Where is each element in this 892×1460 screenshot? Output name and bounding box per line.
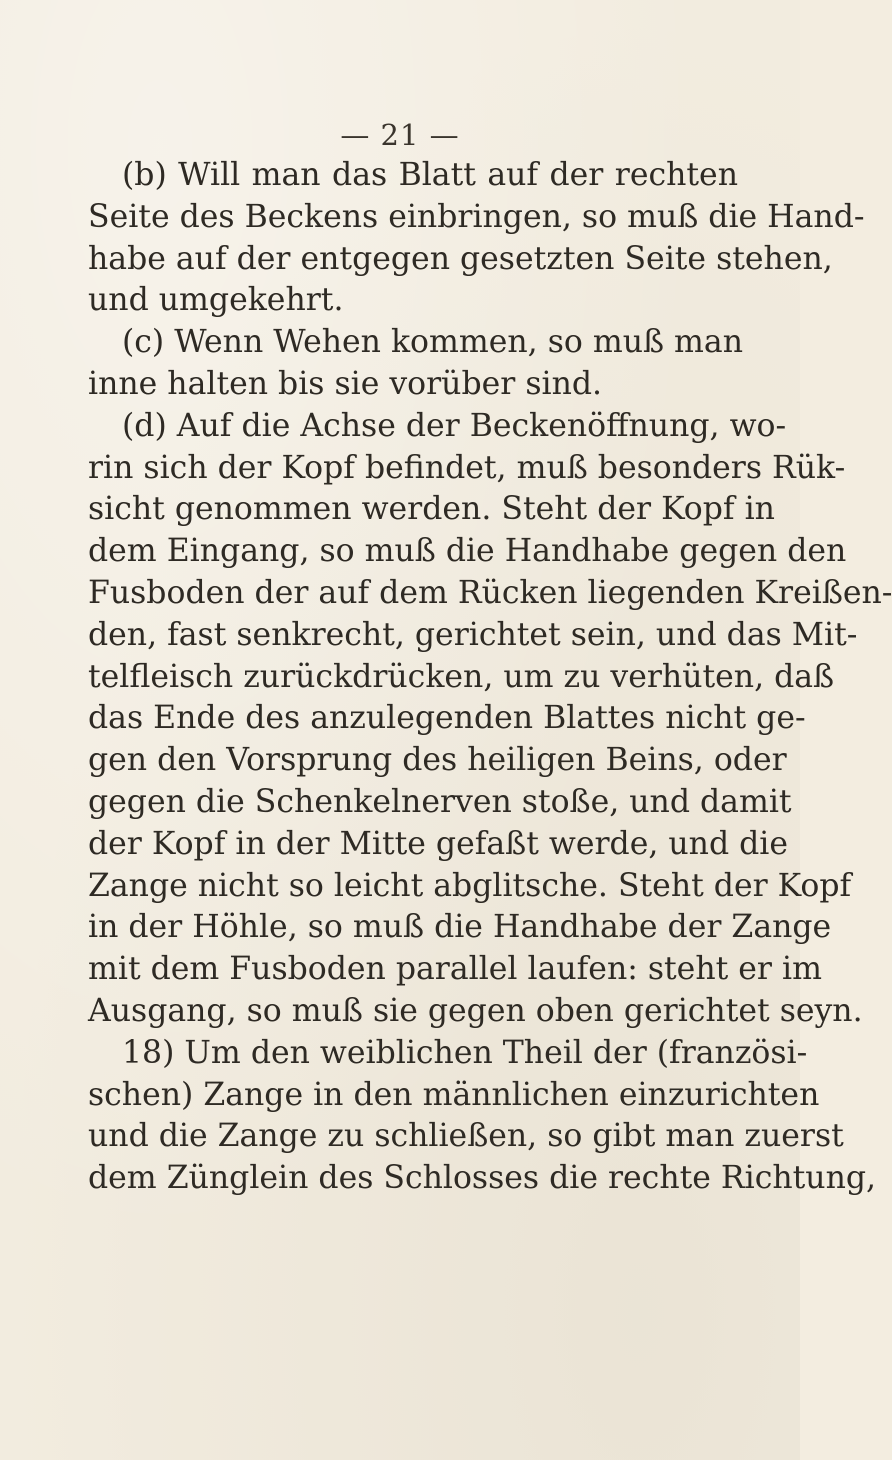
text-line: der Kopf in der Mitte gefaßt werde, und die bbox=[88, 825, 788, 862]
text-line: gegen die Schenkelnerven stoße, und damit bbox=[88, 783, 792, 820]
text-line: in der Höhle, so muß die Handhabe der Zange bbox=[88, 909, 832, 946]
page-number: — 21 — bbox=[340, 118, 460, 152]
text-line: mit dem Fusboden parallel laufen: steht er im bbox=[88, 951, 822, 988]
text-line: schen) Zange in den männlichen einzurichten bbox=[88, 1076, 820, 1113]
text-line: und die Zange zu schließen, so gibt man zuerst bbox=[88, 1118, 844, 1155]
text-line: Fusboden der auf dem Rücken liegenden Kreißen- bbox=[88, 574, 892, 611]
text-line: Zange nicht so leicht abglitsche. Steht der Kopf bbox=[88, 867, 852, 904]
text-line: dem Eingang, so muß die Handhabe gegen den bbox=[88, 533, 847, 570]
text-line: inne halten bis sie vorüber sind. bbox=[88, 365, 603, 402]
text-line: (b) Will man das Blatt auf der rechten bbox=[122, 157, 738, 193]
text-line: Ausgang, so muß sie gegen oben gerichtet seyn. bbox=[88, 992, 863, 1029]
text-line: (c) Wenn Wehen kommen, so muß man bbox=[122, 324, 743, 361]
text-line: und umgekehrt. bbox=[88, 282, 344, 319]
text-line: das Ende des anzulegenden Blattes nicht ge- bbox=[88, 700, 806, 737]
text-line: 18) Um den weiblichen Theil der (französi- bbox=[122, 1034, 808, 1071]
text-line: (d) Auf die Achse der Beckenöffnung, wo- bbox=[122, 407, 787, 444]
body-text bbox=[88, 155, 892, 1200]
text-line: gen den Vorsprung des heiligen Beins, oder bbox=[88, 742, 787, 779]
text-line: habe auf der entgegen gesetzten Seite stehen, bbox=[88, 240, 833, 277]
text-line: den, fast senkrecht, gerichtet sein, und das Mit- bbox=[88, 616, 858, 653]
text-line: rin sich der Kopf befindet, muß besonders Rük- bbox=[88, 449, 846, 486]
text-line: Seite des Beckens einbringen, so muß die Hand- bbox=[88, 198, 865, 235]
text-line: sicht genommen werden. Steht der Kopf in bbox=[88, 491, 775, 528]
text-line: telfleisch zurückdrücken, um zu verhüten, daß bbox=[88, 658, 835, 695]
text-line: dem Zünglein des Schlosses die rechte Richtung, bbox=[88, 1160, 877, 1197]
